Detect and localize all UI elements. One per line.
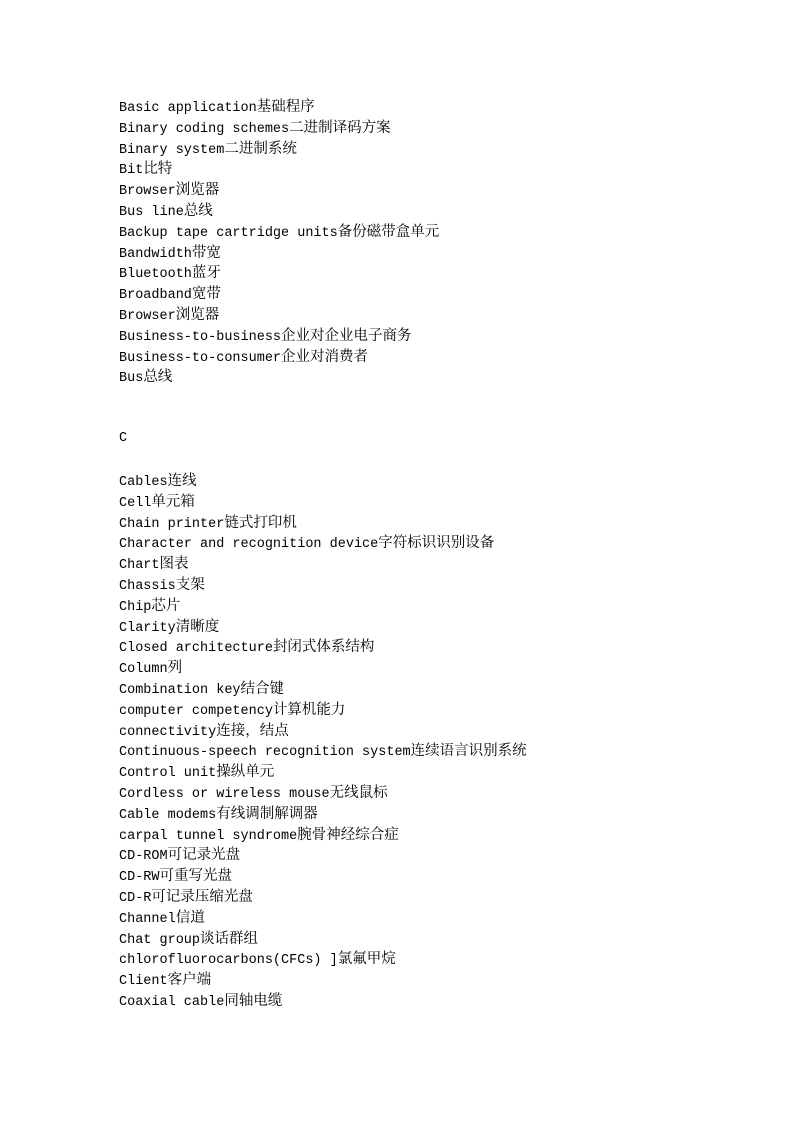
term-en: Basic application xyxy=(119,101,257,116)
term-en: Cables xyxy=(119,475,168,490)
list-item xyxy=(119,284,759,305)
list-item xyxy=(119,513,759,534)
list-item xyxy=(119,159,759,180)
term-en: Cell xyxy=(119,495,152,511)
term-zh: 连线 xyxy=(167,473,197,489)
term-en: CD-R xyxy=(119,890,152,906)
list-item xyxy=(119,700,759,721)
list-item xyxy=(119,845,759,866)
list-item xyxy=(119,949,759,970)
list-item xyxy=(119,222,759,243)
term-zh: 总线 xyxy=(143,369,173,386)
term-en: CD-ROM xyxy=(119,849,168,865)
term-zh: 列 xyxy=(167,660,183,677)
term-zh: 谈话群组 xyxy=(200,930,259,947)
term-en: Chassis xyxy=(119,578,176,594)
term-en: Chain printer xyxy=(119,516,225,532)
list-item xyxy=(119,180,759,201)
list-item xyxy=(119,492,759,513)
list-item xyxy=(119,201,759,222)
term-en: chlorofluorocarbons(CFCs) ] xyxy=(119,953,338,969)
term-en: Character and recognition device xyxy=(119,537,379,553)
term-zh: 字符标识识别设备 xyxy=(378,535,495,552)
list-item xyxy=(119,347,759,368)
term-en: Bus line xyxy=(119,204,184,220)
term-en: Channel xyxy=(119,911,176,927)
term-en: Cable modems xyxy=(119,807,217,823)
term-zh: 浏览器 xyxy=(175,306,220,323)
term-zh: 宽带 xyxy=(191,286,221,303)
term-zh: 腕骨神经综合症 xyxy=(297,826,399,843)
list-item xyxy=(119,741,759,762)
term-en: Cordless or wireless mouse xyxy=(119,786,330,802)
term-en: Binary coding schemes xyxy=(119,121,290,137)
term-zh: 氯氟甲烷 xyxy=(337,951,396,968)
list-item xyxy=(119,762,759,783)
list-item xyxy=(119,679,759,700)
term-zh: 封闭式体系结构 xyxy=(272,639,375,656)
list-item xyxy=(119,658,759,679)
term-en: Coaxial cable xyxy=(119,994,225,1010)
term-zh: 总线 xyxy=(183,202,213,219)
term-zh: 客户端 xyxy=(167,972,212,989)
term-zh: 结合键 xyxy=(240,680,285,697)
term-en: Browser xyxy=(119,308,176,324)
list-item xyxy=(119,825,759,846)
term-en: Bus xyxy=(119,371,144,387)
term-en: Clarity xyxy=(119,620,176,636)
term-zh: 信道 xyxy=(175,909,205,926)
term-en: Broadband xyxy=(119,288,192,304)
list-item xyxy=(119,471,759,492)
list-item xyxy=(119,305,759,326)
term-zh: 无线鼠标 xyxy=(329,784,388,801)
list-item xyxy=(119,263,759,284)
list-item xyxy=(119,118,759,139)
term-zh: 基础程序 xyxy=(256,99,315,115)
term-zh: 可重写光盘 xyxy=(159,868,233,885)
list-item xyxy=(119,139,759,160)
term-zh: 图表 xyxy=(159,556,189,573)
list-item xyxy=(119,367,759,388)
section-c-list xyxy=(119,471,759,1012)
term-en: carpal tunnel syndrome xyxy=(119,828,298,844)
list-item xyxy=(119,783,759,804)
list-item xyxy=(119,326,759,347)
term-zh: 浏览器 xyxy=(175,182,220,199)
list-item xyxy=(119,721,759,742)
term-en: Business-to-business xyxy=(119,329,282,345)
term-en: Chip xyxy=(119,599,152,615)
term-en: Bit xyxy=(119,163,144,179)
term-en: connectivity xyxy=(119,724,217,740)
term-zh: 二进制系统 xyxy=(224,140,297,157)
term-zh: 支架 xyxy=(175,576,205,593)
term-en: Continuous-speech recognition system xyxy=(119,745,411,761)
list-item xyxy=(119,637,759,658)
list-item xyxy=(119,929,759,950)
list-item xyxy=(119,243,759,264)
term-zh: 备份磁带盒单元 xyxy=(337,223,440,240)
term-zh: 比特 xyxy=(143,161,173,178)
list-item xyxy=(119,617,759,638)
term-en: Browser xyxy=(119,184,176,200)
list-item xyxy=(119,970,759,991)
section-c-heading-block xyxy=(119,429,759,450)
list-item xyxy=(119,97,759,118)
term-zh: 二进制译码方案 xyxy=(289,119,391,136)
term-zh: 芯片 xyxy=(151,597,181,614)
term-en: Control unit xyxy=(119,766,217,782)
term-zh: 带宽 xyxy=(191,244,221,261)
term-zh: 蓝牙 xyxy=(191,265,221,282)
term-zh: 有线调制解调器 xyxy=(216,805,318,822)
term-en: Business-to-consumer xyxy=(119,350,282,366)
section-heading: C xyxy=(119,431,128,446)
term-zh: 清晰度 xyxy=(175,618,220,635)
term-en: Closed architecture xyxy=(119,641,273,657)
list-item xyxy=(119,991,759,1012)
term-zh: 计算机能力 xyxy=(272,701,346,718)
term-zh: 连续语言识别系统 xyxy=(410,743,527,760)
term-zh: 单元箱 xyxy=(151,493,195,510)
term-en: Bluetooth xyxy=(119,267,192,283)
term-zh: 连接，结点 xyxy=(216,722,289,739)
term-en: Bandwidth xyxy=(119,246,192,262)
list-item xyxy=(119,866,759,887)
term-en: computer competency xyxy=(119,703,273,719)
list-item xyxy=(119,575,759,596)
list-item xyxy=(119,533,759,554)
term-zh: 链式打印机 xyxy=(224,514,297,531)
term-zh: 可记录光盘 xyxy=(167,847,241,864)
term-en: Column xyxy=(119,662,168,678)
list-item xyxy=(119,908,759,929)
list-item xyxy=(119,804,759,825)
term-en: Chart xyxy=(119,558,160,574)
term-en: Backup tape cartridge units xyxy=(119,225,338,241)
list-item xyxy=(119,887,759,908)
term-zh: 可记录压缩光盘 xyxy=(151,888,253,905)
list-item xyxy=(119,554,759,575)
section-b-list xyxy=(119,97,759,388)
term-zh: 企业对消费者 xyxy=(281,348,369,365)
list-item xyxy=(119,596,759,617)
term-en: Chat group xyxy=(119,932,201,948)
term-zh: 企业对企业电子商务 xyxy=(281,327,412,344)
term-en: Combination key xyxy=(119,682,241,698)
term-en: Binary system xyxy=(119,142,225,158)
term-en: CD-RW xyxy=(119,870,160,886)
term-en: Client xyxy=(119,974,168,990)
term-zh: 同轴电缆 xyxy=(224,992,283,1009)
term-zh: 操纵单元 xyxy=(216,764,275,781)
